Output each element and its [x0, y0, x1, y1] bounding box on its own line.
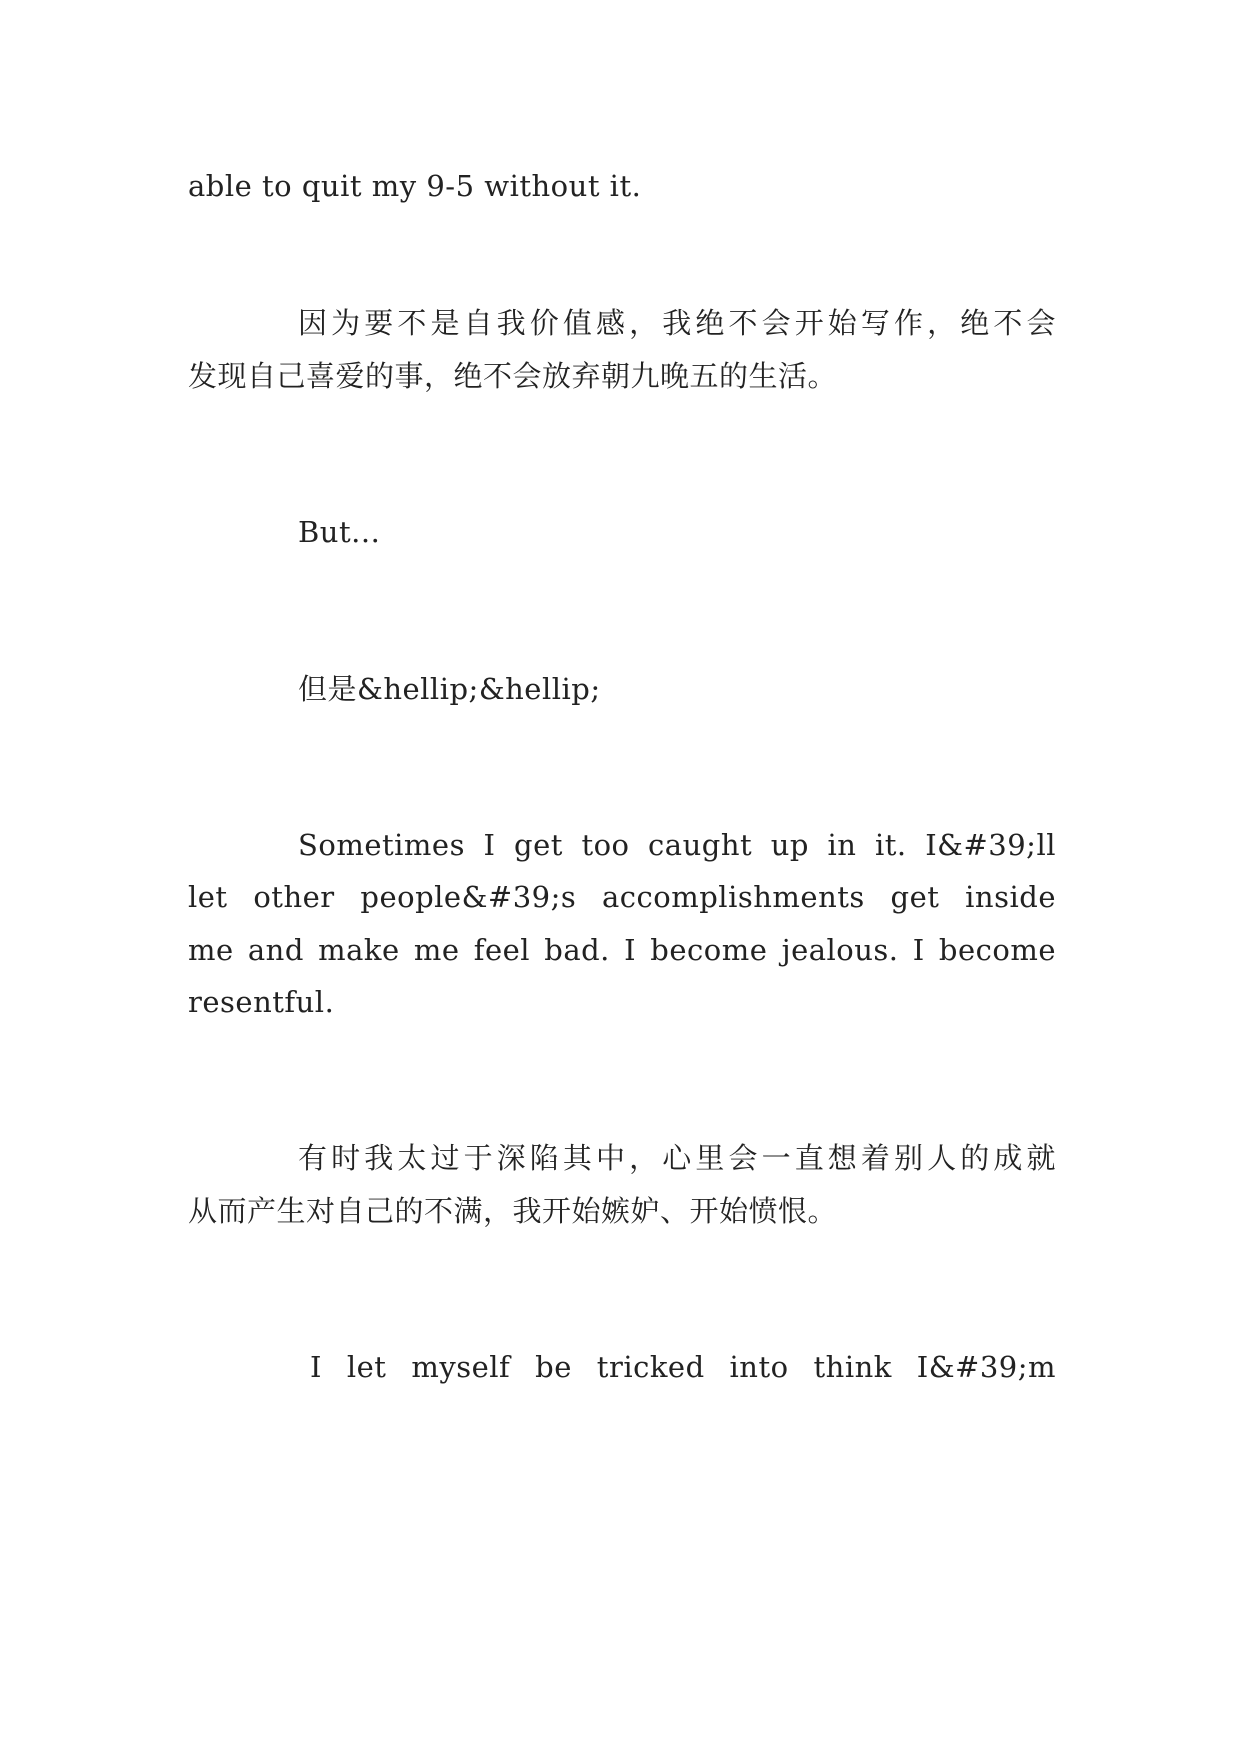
- text-line-4: But...: [298, 515, 381, 549]
- text-line-6: Sometimes I get too caught up in it. I&#39;ll: [298, 828, 1056, 862]
- text-line-5: 但是&hellip;&hellip;: [298, 672, 601, 706]
- text-line-9: resentful.: [188, 985, 335, 1019]
- text-line-1: able to quit my 9-5 without it.: [188, 169, 642, 203]
- text-line-3: 发现自己喜爱的事，绝不会放弃朝九晚五的生活。: [188, 359, 838, 393]
- text-line-8: me and make me feel bad. I become jealous. I become: [188, 933, 1056, 967]
- text-line-10: 有时我太过于深陷其中，心里会一直想着别人的成就: [298, 1141, 1056, 1175]
- text-line-12: I let myself be tricked into think I&#39;m: [310, 1350, 1056, 1384]
- text-line-7: let other people&#39;s accomplishments get inside: [188, 880, 1056, 914]
- text-line-2: 因为要不是自我价值感，我绝不会开始写作，绝不会: [298, 306, 1056, 340]
- text-line-11: 从而产生对自己的不满，我开始嫉妒、开始愤恨。: [188, 1194, 838, 1228]
